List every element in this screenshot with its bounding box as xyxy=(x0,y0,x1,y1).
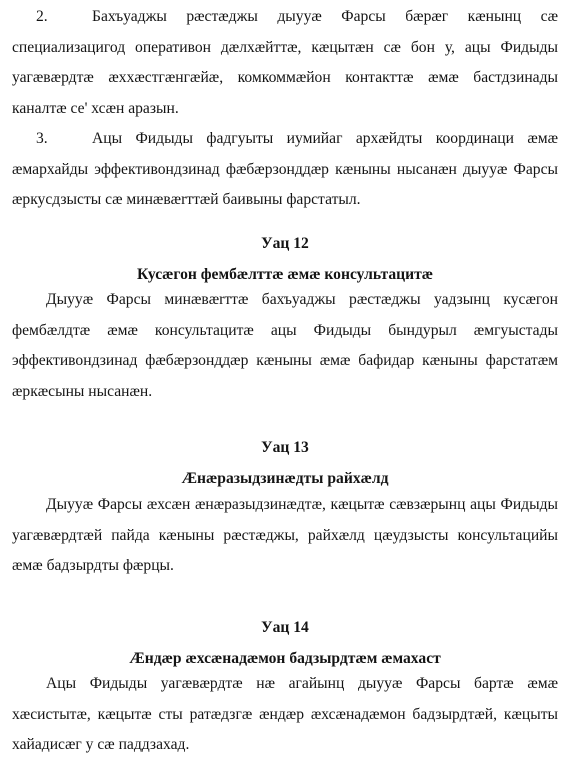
article-12-text: Дыууæ Фарсы минæвærттæ бахъуаджы рæстæджы уадзынц кусæгон фембæлдтæ æмæ консультацитæ ацы Фидыды бындурыл æмгуыстады эффективондзинад фæбæрзонддæр кæныны æмæ бафидар кæныны фарстатæм æркæсыны нысанæн. xyxy=(12,291,558,400)
paragraph-3 xyxy=(12,124,558,216)
article-14-title: Æндæр æхсæнадæмон бадзырдтæм æмахаст xyxy=(129,650,441,667)
paragraph-text: Ацы Фидыды фадгуыты иумийаг архæйдты координаци æмæ æмархайды эффективондзинад фæбæрзонддæр кæныны нысанæн дыууæ Фарсы æркусдзысты сæ минæвærттæй баивыны фарстатыл. xyxy=(12,130,558,208)
article-14-number: Уац 14 xyxy=(261,619,309,636)
article-14-text: Ацы Фидыды уагæвæрдтæ нæ агайынц дыууæ Фарсы бартæ æмæ хæсистытæ, кæцытæ сты ратæдзгæ æндæр æхсæнадæмон бадзырдтæй, кæцыты хайадисæг у сæ паддзахад. xyxy=(12,675,558,753)
article-12-number: Уац 12 xyxy=(261,235,309,252)
article-12-title: Кусæгон фембæлттæ æмæ консультацитæ xyxy=(136,266,434,283)
article-13-number: Уац 13 xyxy=(261,439,309,456)
paragraph-2 xyxy=(12,2,558,124)
article-13-title: Æнæразыдзинæдты райхæлд xyxy=(181,470,389,487)
paragraph-text: Бахъуаджы рæстæджы дыууæ Фарсы бæрæг кæнынц сæ специализацигод оперативон дæлхæйттæ, кæцытæн сæ бон у, ацы Фидыды уагæвæрдтæ æххæстгæнгæйæ, комкоммæйон контакттæ æмæ бастдзинады каналтæ се' хсæн аразын. xyxy=(12,8,558,117)
paragraph-number: 3. xyxy=(36,130,48,147)
article-13-text: Дыууæ Фарсы æхсæн æнæразыдзинæдтæ, кæцытæ сæвзæрынц ацы Фидыды уагæвæрдтæй пайда кæныны рæстæджы, райхæлд цæудзысты консультацийы æмæ бадзырдты фæрцы. xyxy=(12,496,558,574)
paragraph-number: 2. xyxy=(36,8,48,25)
